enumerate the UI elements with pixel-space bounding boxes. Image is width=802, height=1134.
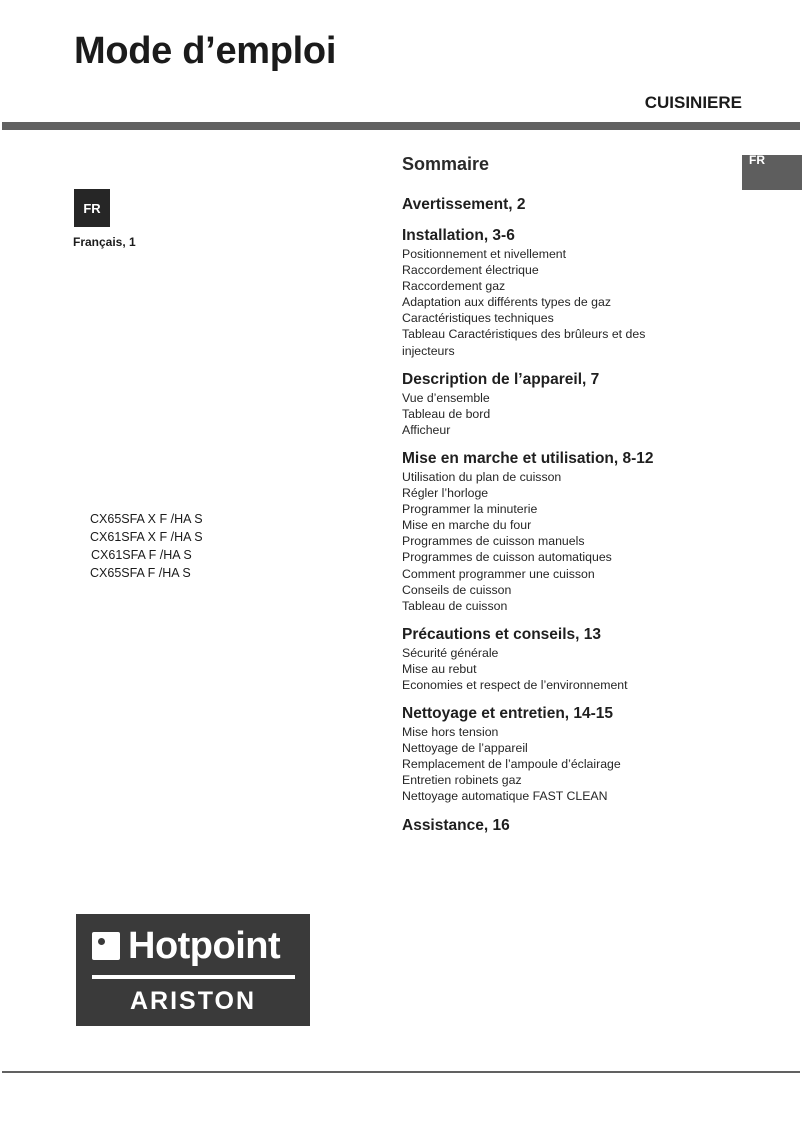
- toc-item[interactable]: Sécurité générale: [402, 645, 499, 660]
- toc-section-title[interactable]: Description de l’appareil, 7: [402, 370, 600, 388]
- language-badge: FR: [74, 189, 110, 227]
- model-item: CX61SFA X F /HA S: [90, 530, 203, 544]
- toc-section-nettoyage: [402, 704, 732, 804]
- language-tab[interactable]: FR: [742, 155, 802, 190]
- toc-item[interactable]: Tableau de bord: [402, 406, 491, 421]
- toc-section-assistance: [402, 816, 732, 836]
- toc-item[interactable]: Afficheur: [402, 422, 451, 437]
- toc-section-installation: [402, 226, 732, 359]
- toc-item[interactable]: Mise au rebut: [402, 661, 477, 676]
- toc-item[interactable]: Adaptation aux différents types de gaz: [402, 295, 611, 310]
- toc-item[interactable]: injecteurs: [402, 343, 455, 358]
- toc-item[interactable]: Tableau Caractéristiques des brûleurs et des: [402, 327, 646, 342]
- toc-section-title[interactable]: Précautions et conseils, 13: [402, 625, 602, 643]
- toc-item[interactable]: Tableau de cuisson: [402, 598, 508, 613]
- model-item: CX65SFA F /HA S: [90, 566, 191, 580]
- toc-heading: Sommaire: [402, 154, 490, 174]
- brand-logo: [76, 914, 310, 1026]
- toc-item[interactable]: Raccordement gaz: [402, 279, 506, 294]
- toc-item[interactable]: Entretien robinets gaz: [402, 773, 522, 788]
- table-of-contents: [402, 152, 732, 847]
- toc-section-title[interactable]: Assistance, 16: [402, 816, 510, 834]
- toc-item[interactable]: Comment programmer une cuisson: [402, 566, 595, 581]
- toc-item[interactable]: Conseils de cuisson: [402, 582, 512, 597]
- toc-section-description: [402, 370, 732, 438]
- product-category: CUISINIERE: [644, 93, 742, 112]
- document-title: Mode d’emploi: [74, 30, 337, 72]
- footer-divider: [2, 1071, 800, 1073]
- toc-item[interactable]: Remplacement de l’ampoule d’éclairage: [402, 757, 621, 772]
- language-link-french[interactable]: Français, 1: [73, 235, 136, 249]
- toc-section-avertissement: [402, 195, 732, 215]
- toc-section-title[interactable]: Mise en marche et utilisation, 8-12: [402, 449, 654, 467]
- toc-section-mise-en-marche: [402, 449, 732, 614]
- header-divider: [2, 122, 800, 130]
- toc-item[interactable]: Raccordement électrique: [402, 263, 539, 278]
- toc-item[interactable]: Mise hors tension: [402, 725, 499, 740]
- toc-item[interactable]: Programmes de cuisson manuels: [402, 534, 585, 549]
- toc-item[interactable]: Nettoyage automatique FAST CLEAN: [402, 789, 608, 804]
- toc-item[interactable]: Economies et respect de l’environnement: [402, 677, 628, 692]
- toc-item[interactable]: Caractéristiques techniques: [402, 311, 554, 326]
- model-item: CX61SFA F /HA S: [91, 548, 192, 562]
- toc-section-title[interactable]: Avertissement, 2: [402, 196, 526, 213]
- brand-subname: ARISTON: [129, 987, 257, 1015]
- brand-mark-icon: [92, 932, 120, 960]
- toc-section-title[interactable]: Installation, 3-6: [402, 227, 515, 244]
- toc-item[interactable]: Mise en marche du four: [402, 518, 532, 533]
- toc-item[interactable]: Vue d’ensemble: [402, 390, 490, 405]
- toc-item[interactable]: Programmer la minuterie: [402, 502, 538, 517]
- model-list: [90, 510, 203, 582]
- brand-name: Hotpoint: [128, 925, 281, 967]
- toc-section-title[interactable]: Nettoyage et entretien, 14-15: [402, 705, 614, 723]
- model-item: CX65SFA X F /HA S: [90, 512, 203, 526]
- toc-section-precautions: [402, 625, 732, 693]
- toc-item[interactable]: Positionnement et nivellement: [402, 247, 567, 261]
- toc-item[interactable]: Utilisation du plan de cuisson: [402, 469, 562, 484]
- toc-item[interactable]: Nettoyage de l’appareil: [402, 741, 528, 756]
- toc-item[interactable]: Programmes de cuisson automatiques: [402, 550, 612, 565]
- brand-divider: [92, 975, 295, 979]
- toc-item[interactable]: Régler l’horloge: [402, 486, 489, 501]
